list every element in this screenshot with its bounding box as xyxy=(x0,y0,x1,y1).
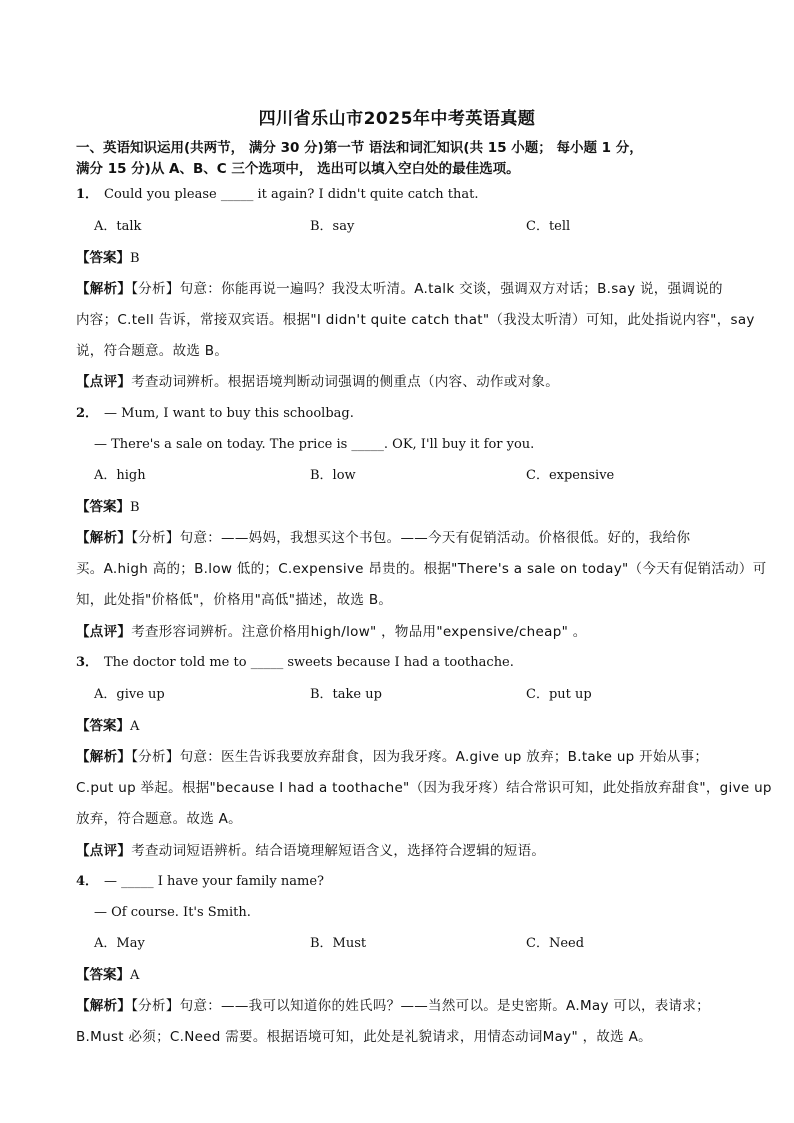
question-number: 4． xyxy=(76,874,99,889)
question-3-analysis-line-1: 【解析】【分析】句意：医生告诉我要放弃甜食，因为我牙疼。A.give up 放弃；B.take up 开始从事； xyxy=(76,749,709,765)
page-title: 四川省乐山市2025年中考英语真题 xyxy=(258,109,536,129)
question-4-analysis-line-2: B.Must 必须；C.Need 需要。根据语境可知，此处是礼貌请求，用情态动词May" ，故选 A。 xyxy=(76,1029,652,1045)
question-2-answer: 【答案】B xyxy=(76,499,140,515)
question-3-analysis-line-2: C.put up 举起。根据"because I had a toothache"（因为我牙疼）结合常识可知，此处指放弃甜食"，give up xyxy=(76,780,772,796)
question-3-stem: 3． The doctor told me to _____ sweets because I had a toothache. xyxy=(76,655,514,670)
question-1-stem: 1． Could you please _____ it again? I didn't quite catch that. xyxy=(76,187,479,202)
question-3-answer: 【答案】A xyxy=(76,718,140,734)
question-3-option-b: B．take up xyxy=(310,687,382,702)
question-2-option-c: C．expensive xyxy=(526,468,615,483)
question-2-analysis-line-3: 知，此处指"价格低"，价格用"高低"描述，故选 B。 xyxy=(76,592,393,608)
question-1-answer: 【答案】B xyxy=(76,250,140,266)
section-heading-line-2: 满分 15 分)从 A、B、C 三个选项中， 选出可以填入空白处的最佳选项。 xyxy=(76,161,520,177)
question-4-stem: 4． — _____ I have your family name? xyxy=(76,874,325,889)
question-4-analysis-line-1: 【解析】【分析】句意：——我可以知道你的姓氏吗？——当然可以。是史密斯。A.May 可以，表请求； xyxy=(76,998,710,1014)
question-2-comment: 【点评】考查形容词辨析。注意价格用high/low" ，物品用"expensive/cheap" 。 xyxy=(76,624,587,640)
question-2-stem-2: — There's a sale on today. The price is _____. OK, I'll buy it for you. xyxy=(94,437,535,452)
question-1-comment: 【点评】考查动词辨析。根据语境判断动词强调的侧重点（内容、动作或对象。 xyxy=(76,374,560,390)
question-4-option-b: B．Must xyxy=(310,936,367,951)
question-1-option-a: A．talk xyxy=(94,219,142,234)
question-4-option-c: C．Need xyxy=(526,936,585,951)
question-2-analysis-line-1: 【解析】【分析】句意：——妈妈，我想买这个书包。——今天有促销活动。价格很低。好的，我给你 xyxy=(76,530,691,546)
question-2-stem: 2． — Mum, I want to buy this schoolbag. xyxy=(76,406,354,421)
question-1-option-b: B．say xyxy=(310,219,355,234)
question-1-option-c: C．tell xyxy=(526,219,571,234)
question-2-analysis-line-2: 买。A.high 高的；B.low 低的；C.expensive 昂贵的。根据"There's a sale on today"（今天有促销活动）可 xyxy=(76,561,767,577)
question-4-answer: 【答案】A xyxy=(76,967,140,983)
question-number: 1． xyxy=(76,187,99,202)
question-3-analysis-line-3: 放弃，符合题意。故选 A。 xyxy=(76,811,242,827)
question-3-option-c: C．put up xyxy=(526,687,592,702)
section-heading xyxy=(76,138,776,180)
question-3-comment: 【点评】考查动词短语辨析。结合语境理解短语含义，选择符合逻辑的短语。 xyxy=(76,843,546,859)
question-3-option-a: A．give up xyxy=(94,687,165,702)
question-2-option-a: A．high xyxy=(94,468,146,483)
question-number: 2． xyxy=(76,406,99,421)
question-1-analysis-line-2: 内容；C.tell 告诉，常接双宾语。根据"I didn't quite catch that"（我没太听清）可知，此处指说内容"，say xyxy=(76,312,755,328)
question-4-stem-2: — Of course. It's Smith. xyxy=(94,905,251,920)
question-4-option-a: A．May xyxy=(94,936,145,951)
question-1-analysis-line-3: 说，符合题意。故选 B。 xyxy=(76,343,229,359)
section-heading-line-1: 一、英语知识运用(共两节， 满分 30 分)第一节 语法和词汇知识(共 15 小题； 每小题 1 分， xyxy=(76,140,643,156)
question-number: 3． xyxy=(76,655,99,670)
question-2-option-b: B．low xyxy=(310,468,356,483)
question-1-analysis-line-1: 【解析】【分析】句意：你能再说一遍吗？我没太听清。A.talk 交谈，强调双方对话；B.say 说，强调说的 xyxy=(76,281,723,297)
